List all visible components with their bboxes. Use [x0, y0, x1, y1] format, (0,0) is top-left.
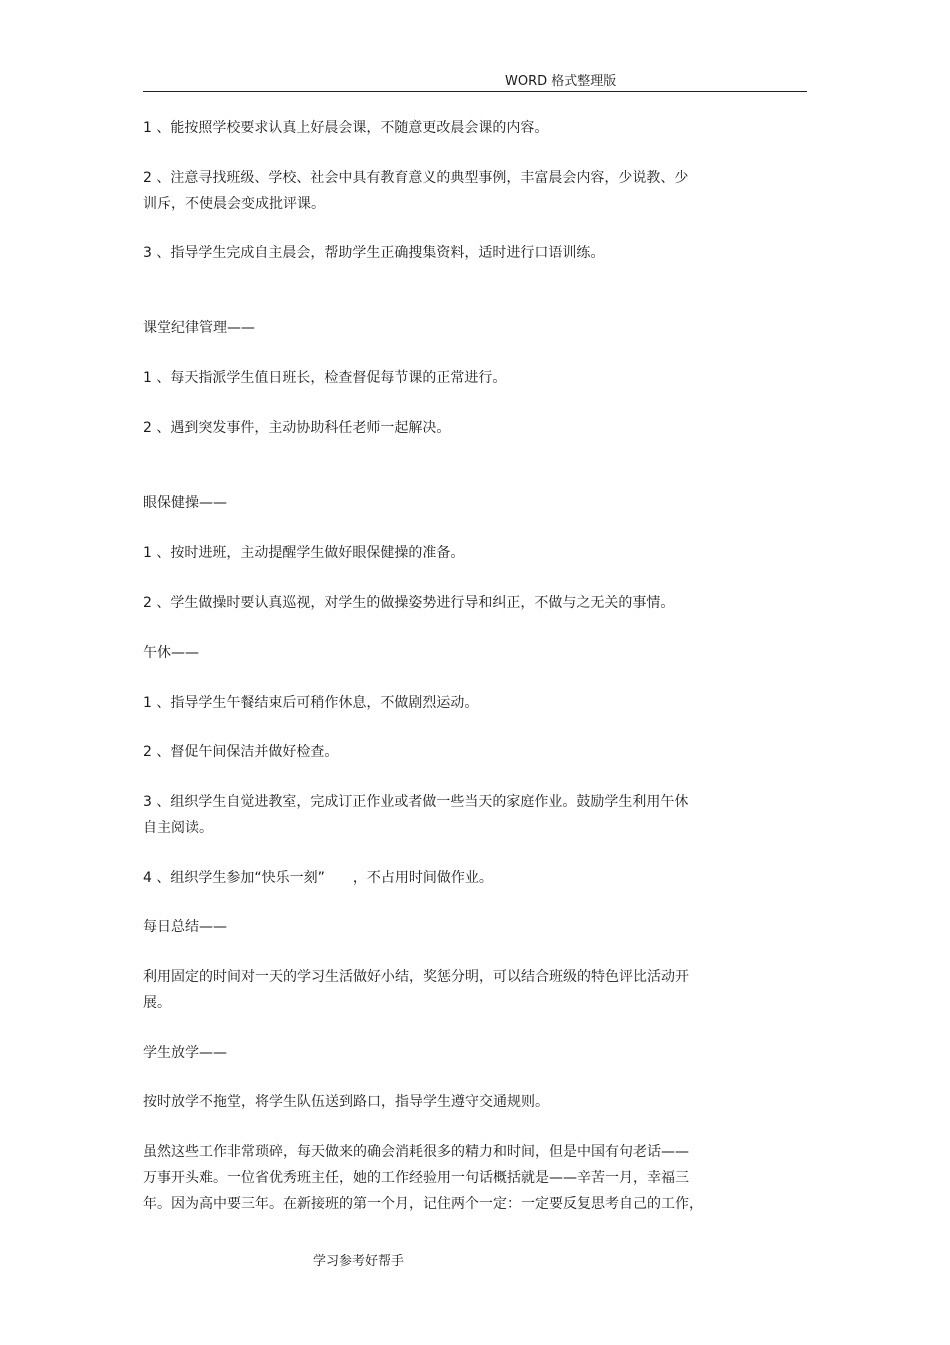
- header-title: WORD 格式整理版: [505, 74, 617, 89]
- section-heading: 午休——: [143, 645, 199, 661]
- paragraph-line: 1 、每天指派学生值日班长，检查督促每节课的正常进行。: [143, 370, 507, 386]
- section-heading: 学生放学——: [143, 1045, 227, 1061]
- paragraph-line: 2 、学生做操时要认真巡视，对学生的做操姿势进行导和纠正，不做与之无关的事情。: [143, 595, 675, 611]
- section-heading: 每日总结——: [143, 919, 227, 935]
- page-footer: 学习参考好帮手: [313, 1254, 405, 1269]
- paragraph-line: 1 、按时进班，主动提醒学生做好眼保健操的准备。: [143, 545, 465, 561]
- paragraph-line: 按时放学不拖堂，将学生队伍送到路口，指导学生遵守交通规则。: [143, 1094, 549, 1110]
- paragraph-line: 3 、指导学生完成自主晨会，帮助学生正确搜集资料，适时进行口语训练。: [143, 245, 605, 261]
- paragraph-line: 利用固定的时间对一天的学习生活做好小结，奖惩分明，可以结合班级的特色评比活动开: [143, 969, 689, 985]
- paragraph-line: 年。因为高中要三年。在新接班的第一个月，记住两个一定：一定要反复思考自己的工作，: [143, 1196, 703, 1212]
- section-heading: 课堂纪律管理——: [143, 320, 255, 336]
- paragraph-line: 2 、注意寻找班级、学校、社会中具有教育意义的典型事例，丰富晨会内容，少说教、少: [143, 170, 689, 186]
- paragraph-line: 3 、组织学生自觉进教室，完成订正作业或者做一些当天的家庭作业。鼓励学生利用午休: [143, 794, 689, 810]
- paragraph-line: 自主阅读。: [143, 820, 213, 836]
- paragraph-line: 训斥，不使晨会变成批评课。: [143, 196, 325, 212]
- paragraph-line: 展。: [143, 995, 171, 1011]
- paragraph-line: 4 、组织学生参加“快乐一刻” ，不占用时间做作业。: [143, 870, 493, 886]
- paragraph-line: 1 、指导学生午餐结束后可稍作休息，不做剧烈运动。: [143, 695, 479, 711]
- section-heading: 眼保健操——: [143, 495, 227, 511]
- paragraph-line: 1 、能按照学校要求认真上好晨会课，不随意更改晨会课的内容。: [143, 120, 549, 136]
- paragraph-line: 2 、督促午间保洁并做好检查。: [143, 744, 339, 760]
- header-divider: [143, 91, 807, 92]
- paragraph-line: 2 、遇到突发事件，主动协助科任老师一起解决。: [143, 420, 451, 436]
- paragraph-line: 虽然这些工作非常琐碎，每天做来的确会消耗很多的精力和时间，但是中国有句老话——: [143, 1144, 689, 1160]
- paragraph-line: 万事开头难。一位省优秀班主任，她的工作经验用一句话概括就是——辛苦一月，幸福三: [143, 1170, 689, 1186]
